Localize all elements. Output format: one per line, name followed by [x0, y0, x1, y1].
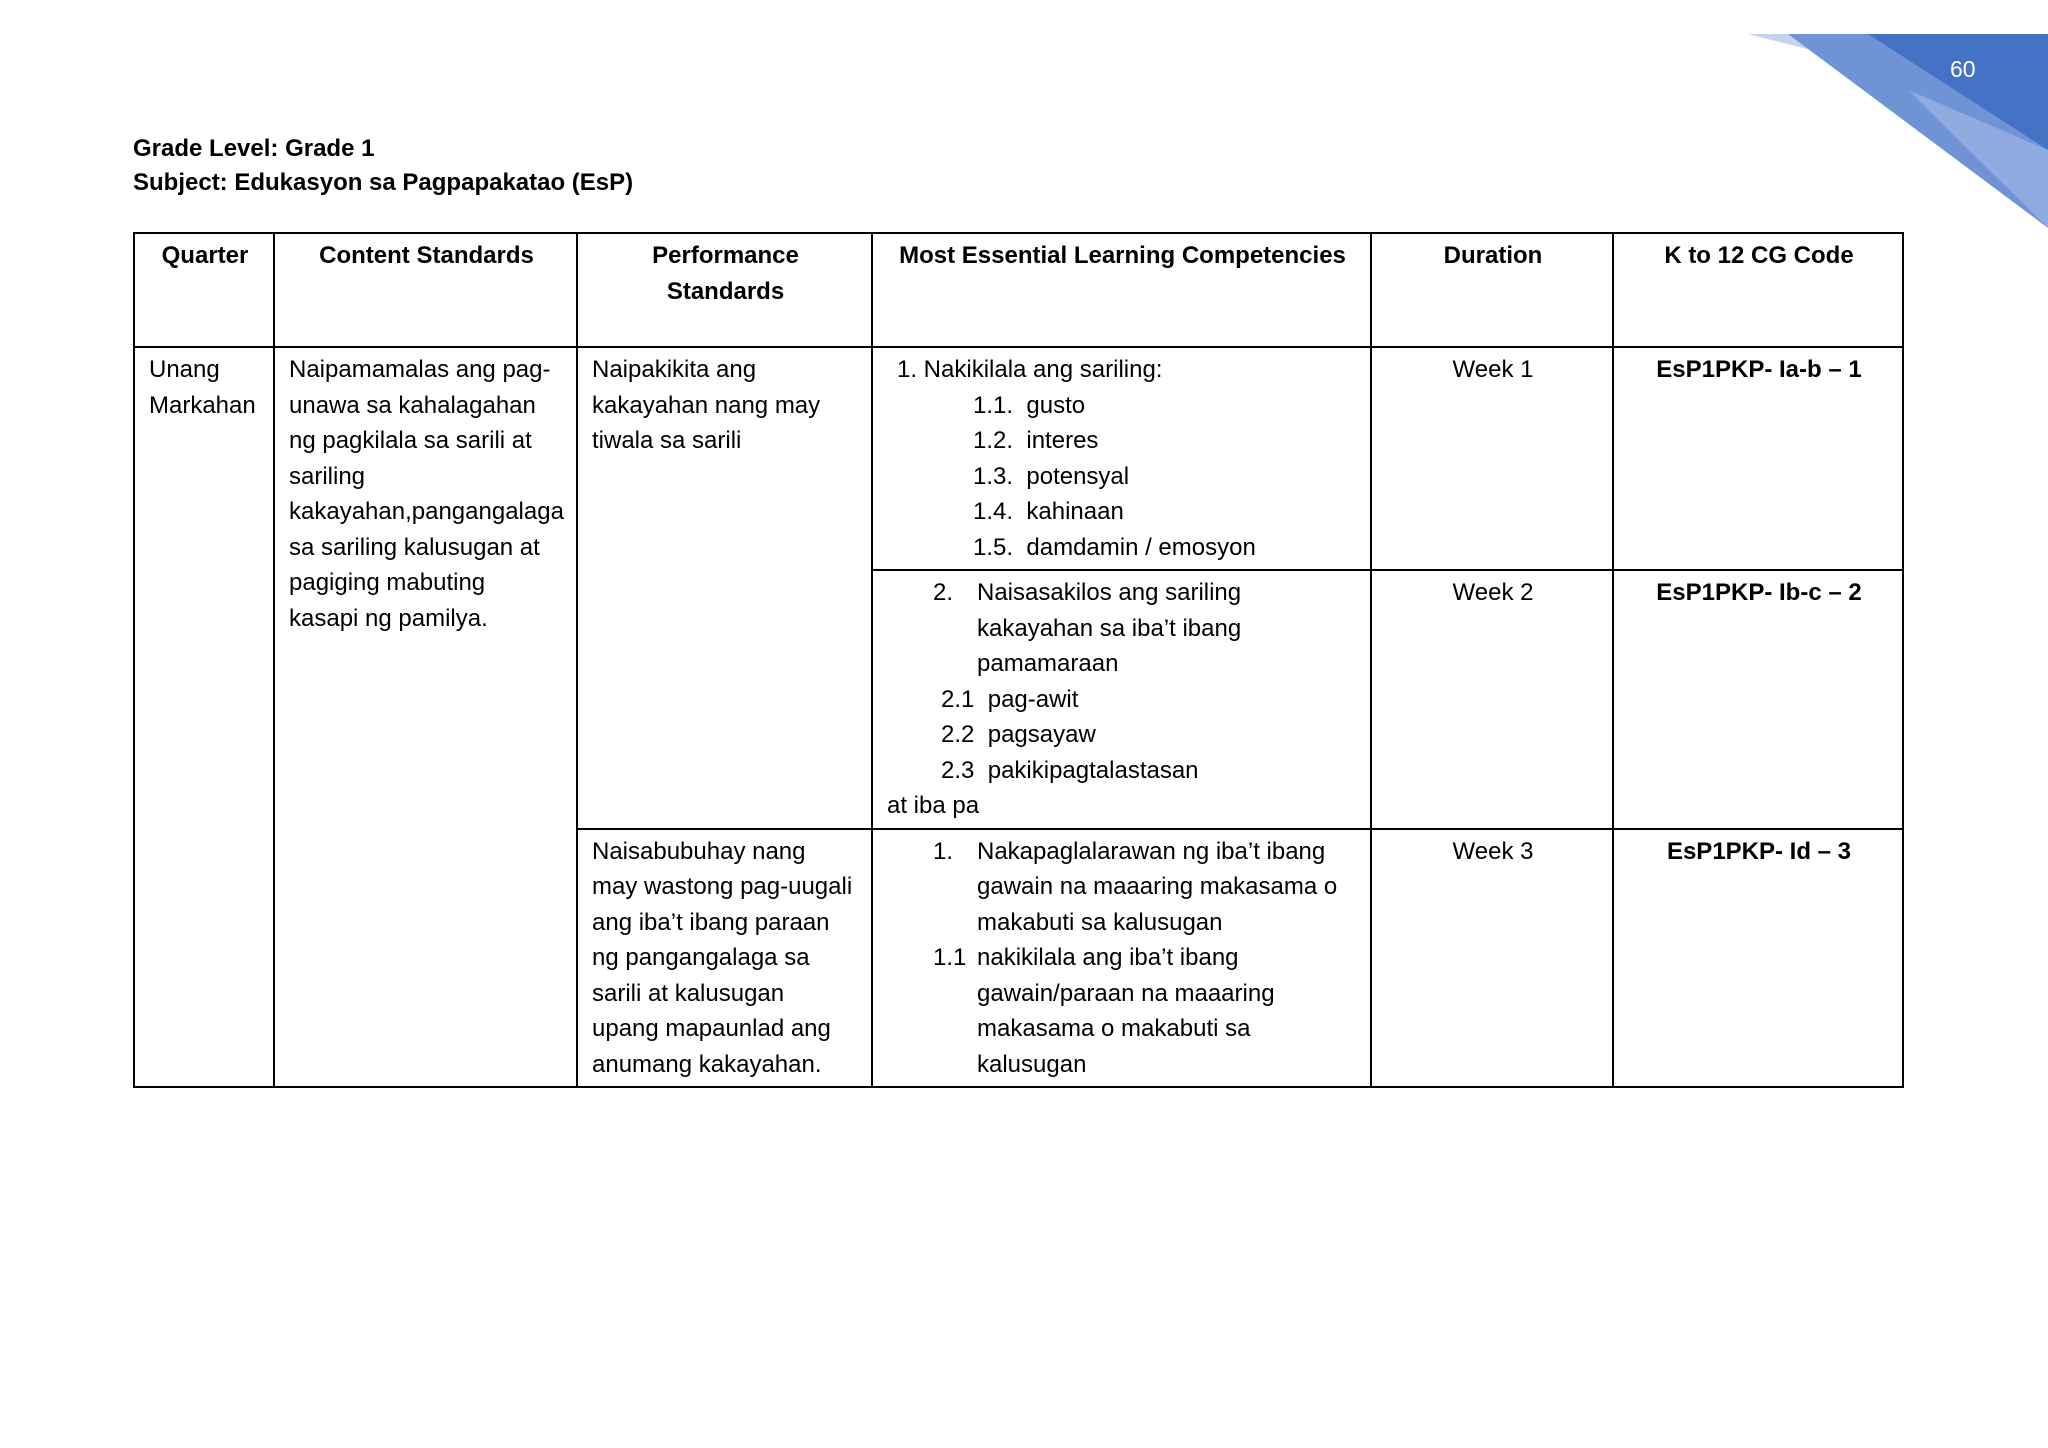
- item-text: pagsayaw: [987, 721, 1096, 748]
- performance-standard-cell: [577, 829, 872, 1088]
- header-content-standards: Content Standards: [274, 233, 577, 347]
- item-number: 1.4.: [973, 498, 1014, 525]
- item-number: 1.: [933, 837, 954, 865]
- performance-line: anumang kakayahan.: [592, 1050, 822, 1078]
- performance-line: Naipakikita ang: [592, 356, 757, 383]
- competency-line: Naisasakilos ang sariling: [977, 579, 1242, 606]
- header-quarter: Quarter: [134, 233, 274, 347]
- item-number: 2.1: [941, 685, 975, 713]
- quarter-cell: [134, 347, 274, 1087]
- item-text: gusto: [1026, 391, 1086, 419]
- competency-cell: [872, 570, 1371, 829]
- header-competencies: Most Essential Learning Competencies: [872, 233, 1371, 347]
- corner-decoration: [1648, 0, 2048, 260]
- table-row: [134, 347, 1903, 570]
- competency-line: gawain/paraan na maaaring: [977, 979, 1275, 1007]
- item-number: 1.1: [933, 944, 967, 971]
- performance-line: Naisabubuhay nang: [592, 837, 806, 865]
- subject: Subject: Edukasyon sa Pagpapakatao (EsP): [133, 169, 634, 196]
- duration-cell: Week 2: [1371, 570, 1613, 829]
- competency-item: [887, 388, 1358, 424]
- performance-line: tiwala sa sarili: [592, 427, 742, 454]
- competency-line: makabuti sa kalusugan: [977, 908, 1223, 936]
- duration-cell: Week 3: [1371, 829, 1613, 1088]
- competency-line: pamamaraan: [977, 650, 1119, 677]
- performance-line: sarili at kalusugan: [592, 979, 785, 1007]
- competency-item: [887, 423, 1358, 459]
- table-header-row: [134, 233, 1903, 347]
- competency-cell: [872, 829, 1371, 1088]
- item-text: pag-awit: [987, 685, 1079, 713]
- grade-level: Grade Level: Grade 1: [133, 135, 375, 162]
- quarter-line: Markahan: [149, 391, 256, 419]
- competency-cell: [872, 347, 1371, 570]
- content-line: pagiging mabuting: [289, 569, 486, 596]
- curriculum-table: [133, 232, 1904, 1088]
- competency-text: [977, 834, 1358, 941]
- competency-text: [977, 940, 1358, 1082]
- competency-item: [887, 494, 1358, 530]
- competency-item: [887, 459, 1358, 495]
- duration-cell: Week 1: [1371, 347, 1613, 570]
- item-number: 2.: [933, 579, 954, 606]
- item-number: 2.3: [941, 756, 975, 784]
- competency-item: [887, 717, 1358, 753]
- competency-line: kalusugan: [977, 1050, 1087, 1078]
- code-cell: EsP1PKP- Ib-c – 2: [1613, 570, 1903, 829]
- competency-line: Nakapaglalarawan ng iba’t ibang: [977, 837, 1326, 865]
- item-text: damdamin / emosyon: [1026, 533, 1256, 561]
- content-line: sariling: [289, 462, 366, 490]
- content-line: ng pagkilala sa sarili at: [289, 427, 532, 454]
- content-line: sa sariling kalusugan at: [289, 533, 540, 561]
- code-cell: EsP1PKP- Id – 3: [1613, 829, 1903, 1088]
- item-text: interes: [1026, 427, 1099, 454]
- item-number: 1.5.: [973, 533, 1014, 561]
- competency-line: gawain na maaaring makasama o: [977, 873, 1338, 900]
- competency-title: 1. Nakikilala ang sariling:: [897, 356, 1163, 383]
- performance-line: kakayahan nang may: [592, 391, 821, 419]
- code-cell: EsP1PKP- Ia-b – 1: [1613, 347, 1903, 570]
- competency-line: nakikilala ang iba’t ibang: [977, 944, 1239, 971]
- header-code: K to 12 CG Code: [1613, 233, 1903, 347]
- page-number: 60: [1950, 56, 1976, 82]
- content-line: Naipamamalas ang pag-: [289, 356, 551, 383]
- content-line: kakayahan,pangangalaga: [289, 498, 564, 525]
- competency-item: [887, 753, 1358, 789]
- competency-sub: [887, 940, 1358, 1082]
- performance-standard-cell: [577, 347, 872, 829]
- performance-line: ang iba’t ibang paraan: [592, 908, 830, 936]
- item-number: 1.3.: [973, 462, 1014, 490]
- item-number: 2.2: [941, 721, 975, 748]
- content-line: unawa sa kahalagahan: [289, 391, 536, 419]
- performance-line: ng pangangalaga sa: [592, 944, 810, 971]
- item-text: kahinaan: [1026, 498, 1124, 525]
- competency-text: [977, 575, 1358, 682]
- competency-tail: at iba pa: [887, 792, 980, 819]
- item-text: potensyal: [1026, 462, 1130, 490]
- header-duration: Duration: [1371, 233, 1613, 347]
- competency-main: [887, 575, 1358, 682]
- competency-line: makasama o makabuti sa: [977, 1015, 1251, 1042]
- performance-line: upang mapaunlad ang: [592, 1015, 831, 1042]
- item-text: pakikipagtalastasan: [987, 756, 1199, 784]
- content-standard-cell: [274, 347, 577, 1087]
- document-header: [133, 132, 633, 200]
- content-line: kasapi ng pamilya.: [289, 604, 488, 632]
- competency-line: kakayahan sa iba’t ibang: [977, 614, 1242, 642]
- performance-line: may wastong pag-uugali: [592, 873, 853, 900]
- competency-item: [887, 530, 1358, 566]
- header-performance-standards: Performance Standards: [577, 233, 872, 347]
- competency-main: [887, 834, 1358, 941]
- item-number: 1.1.: [973, 391, 1014, 419]
- item-number: 1.2.: [973, 427, 1014, 454]
- quarter-line: Unang: [149, 356, 220, 383]
- competency-item: [887, 682, 1358, 718]
